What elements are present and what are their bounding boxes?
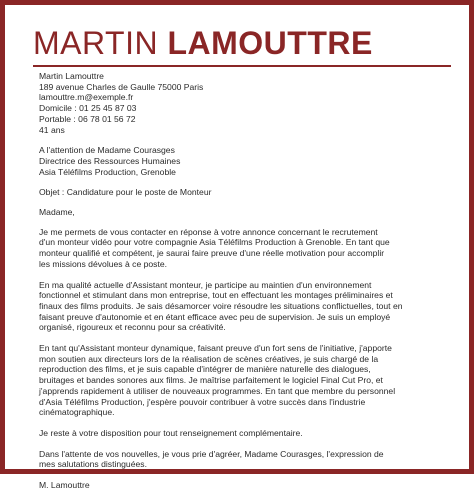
- paragraph-line: les missions dévolues à ce poste.: [39, 258, 168, 269]
- paragraph-line: monteur qualifié et compétent, je saurai faire preuve d'une réelle motivation pour accomplir: [39, 248, 385, 259]
- recipient-line: Asia Téléfilms Production, Grenoble: [39, 166, 176, 177]
- sender-age: 41 ans: [39, 124, 65, 135]
- sender-email: lamouttre.m@exemple.fr: [39, 92, 134, 103]
- paragraph-line: finaux des films produits. Je sais désamorcer voire résoudre les situations conflictuelles, tout en: [39, 300, 403, 311]
- paragraph-line: mon soutien aux directeurs lors de la réalisation de scènes créatives, je suis chargé de la: [39, 353, 379, 364]
- paragraph-line: En ma qualité actuelle d'Assistant monteur, je participe au maintien d'un environnement: [39, 279, 372, 290]
- sender-address: 189 avenue Charles de Gaulle 75000 Paris: [39, 81, 204, 92]
- paragraph-2: [39, 280, 449, 334]
- paragraph-line: d'Asia Téléfilms Production, j'espère pouvoir contribuer à votre succès dans l'industrie: [39, 396, 366, 407]
- paragraph-line: reproduction des films, et je suis capable d'intégrer de manière naturelle des dialogues,: [39, 364, 371, 375]
- recipient-block: [39, 145, 449, 177]
- signature: [39, 480, 449, 491]
- header-last-name: LAMOUTTRE: [167, 25, 373, 61]
- paragraph-line: En tant qu'Assistant monteur dynamique, faisant preuve d'un fort sens de l'initiative, j'apporte: [39, 343, 392, 354]
- paragraph-line: fonctionnel et stimulant dans mon entreprise, tout en effectuant les montages préliminaires et: [39, 290, 393, 301]
- paragraph-1: [39, 227, 449, 270]
- signature-text: M. Lamouttre: [39, 480, 90, 491]
- subject-text: Objet : Candidature pour le poste de Monteur: [39, 187, 212, 198]
- sender-mobile-phone: Portable : 06 78 01 56 72: [39, 113, 136, 124]
- paragraph-line: Je me permets de vous contacter en réponse à votre annonce concernant le recrutement: [39, 226, 378, 237]
- recipient-line: Directrice des Ressources Humaines: [39, 155, 181, 166]
- sender-name: Martin Lamouttre: [39, 71, 104, 81]
- header-divider: [33, 65, 451, 67]
- header-first-name: MARTIN: [33, 25, 159, 61]
- subject-line: [39, 187, 449, 198]
- paragraph-line: Je reste à votre disposition pour tout renseignement complémentaire.: [39, 427, 303, 438]
- paragraph-line: Dans l'attente de vos nouvelles, je vous prie d'agréer, Madame Courasges, l'expression de: [39, 448, 384, 459]
- paragraph-line: mes salutations distinguées.: [39, 459, 147, 470]
- sender-block: [39, 71, 449, 135]
- paragraph-line: faisant preuve d'autonomie et en étant efficace avec peu de supervision. Je suis un employé: [39, 311, 391, 322]
- paragraph-3: [39, 343, 449, 418]
- paragraph-4: [39, 428, 449, 439]
- paragraph-line: bruitages et bandes sonores aux films. Je maîtrise parfaitement le logiciel Final Cut Pro, et: [39, 375, 383, 386]
- letter-body: [39, 71, 449, 501]
- paragraph-line: cinématographique.: [39, 407, 115, 418]
- paragraph-line: j'apprends rapidement à utiliser de nouveaux programmes. En tant que membre du personnel: [39, 385, 396, 396]
- sender-home-phone: Domicile : 01 25 45 87 03: [39, 103, 137, 114]
- paragraph-5: [39, 449, 449, 470]
- recipient-line: A l'attention de Madame Courasges: [39, 145, 175, 156]
- salutation-text: Madame,: [39, 207, 75, 218]
- salutation: [39, 207, 449, 218]
- paragraph-line: d'un monteur vidéo pour votre compagnie Asia Téléfilms Production à Grenoble. En tant que: [39, 237, 390, 248]
- letter-header: [33, 27, 373, 59]
- paragraph-line: organisé, rigoureux et reconnu pour sa créativité.: [39, 322, 226, 333]
